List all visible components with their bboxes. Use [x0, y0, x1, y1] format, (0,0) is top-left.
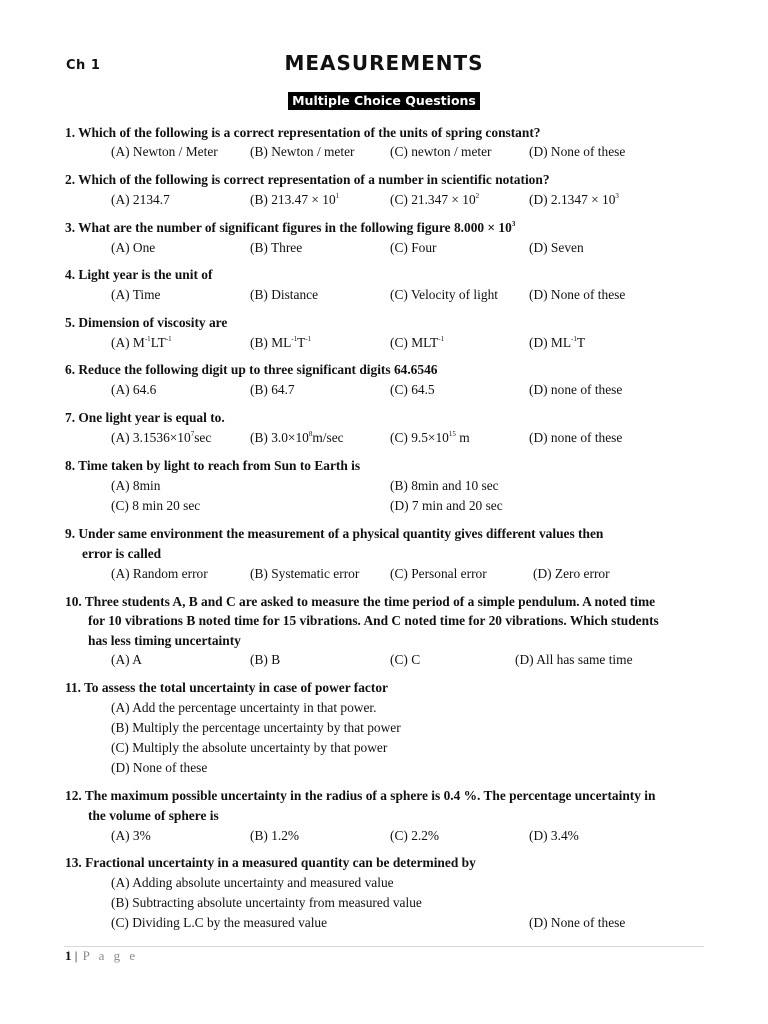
page-label: P a g e — [82, 948, 139, 963]
q11-option-b: (B) Multiply the percentage uncertainty by that power — [111, 720, 401, 735]
q2-option-b: (B) $213.47 \times 10^1$ — [250, 192, 340, 207]
q11-option-c: (C) Multiply the absolute uncertainty by that power — [111, 740, 388, 755]
page-title: MEASUREMENTS — [284, 51, 484, 75]
q13-option-c: (C) Dividing L.C by the measured value — [111, 915, 328, 930]
q3-option-d: (D) Seven — [529, 240, 584, 255]
q10-option-d: (D) All has same time — [515, 652, 633, 667]
q6-option-b: (B) 64.7 — [250, 382, 295, 397]
question-2: 2. Which of the following is correct representation of a number in scientific notation? — [65, 172, 550, 187]
q13-option-d: (D) None of these — [529, 915, 626, 930]
q6-option-a: (A) 64.6 — [111, 382, 157, 397]
q13-option-a: (A) Adding absolute uncertainty and measured value — [111, 875, 394, 890]
q4-option-d: (D) None of these — [529, 287, 626, 302]
question-3: 3. What are the number of significant figures in the following figure $8.000 \times 10^3$ — [65, 220, 516, 235]
q9-option-d: (D) Zero error — [533, 566, 610, 581]
question-9-cont: error is called — [82, 546, 162, 561]
q3-option-b: (B) Three — [250, 240, 303, 255]
question-13: 13. Fractional uncertainty in a measured quantity can be determined by — [65, 855, 476, 870]
question-7: 7. One light year is equal to. — [65, 410, 225, 425]
question-5: 5. Dimension of viscosity are — [65, 315, 228, 330]
question-10: 10. Three students A, B and C are asked to measure the time period of a simple pendulum. A noted time — [65, 594, 656, 609]
q7-option-b: (B) $3.0\times 10^8m/\sec$ — [250, 430, 344, 445]
q5-option-d: (D) $ML^{-1}T$ — [529, 335, 586, 350]
q3-option-c: (C) Four — [390, 240, 437, 255]
footer-divider — [64, 946, 704, 947]
question-4: 4. Light year is the unit of — [65, 267, 213, 282]
chapter-label: Ch 1 — [66, 58, 101, 73]
q4-option-b: (B) Distance — [250, 287, 319, 302]
page-footer — [65, 947, 138, 965]
q6-option-c: (C) 64.5 — [390, 382, 435, 397]
section-heading-wrap — [0, 92, 768, 110]
question-10-cont: for 10 vibrations B noted time for 15 vibrations. And C noted time for 20 vibrations. Which students — [88, 613, 659, 628]
q2-option-c: (C) $21.347 \times 10^2$ — [390, 192, 480, 207]
q12-option-d: (D) 3.4% — [529, 828, 579, 843]
question-6: 6. Reduce the following digit up to three significant digits 64.6546 — [65, 362, 438, 377]
q1-option-b: (B) Newton / meter — [250, 144, 355, 159]
q3-option-a: (A) One — [111, 240, 156, 255]
q11-option-a: (A) Add the percentage uncertainty in that power. — [111, 700, 377, 715]
question-11: 11. To assess the total uncertainty in case of power factor — [65, 680, 388, 695]
question-9: 9. Under same environment the measurement of a physical quantity gives different values then — [65, 526, 604, 541]
question-10-cont2: has less timing uncertainty — [88, 633, 241, 648]
q8-option-c: (C) 8 min 20 sec — [111, 498, 201, 513]
q1-option-c: (C) newton / meter — [390, 144, 492, 159]
question-12: 12. The maximum possible uncertainty in the radius of a sphere is 0.4 %. The percentage uncertainty in — [65, 788, 656, 803]
q5-option-b: (B) $ML^{-1}T^{-1}$ — [250, 335, 312, 350]
q8-option-d: (D) 7 min and 20 sec — [390, 498, 503, 513]
q9-option-b: (B) Systematic error — [250, 566, 360, 581]
question-8: 8. Time taken by light to reach from Sun to Earth is — [65, 458, 361, 473]
q2-option-a: (A) 2134.7 — [111, 192, 170, 207]
question-12-cont: the volume of sphere is — [88, 808, 219, 823]
q7-option-a: (A) $3.1536\times 10^7\sec$ — [111, 430, 212, 445]
q12-option-a: (A) 3% — [111, 828, 151, 843]
q11-option-d: (D) None of these — [111, 760, 208, 775]
q8-option-a: (A) 8min — [111, 478, 161, 493]
q10-option-b: (B) B — [250, 652, 281, 667]
q13-option-b: (B) Subtracting absolute uncertainty from measured value — [111, 895, 422, 910]
q8-option-b: (B) 8min and 10 sec — [390, 478, 499, 493]
q4-option-a: (A) Time — [111, 287, 161, 302]
q4-option-c: (C) Velocity of light — [390, 287, 498, 302]
q12-option-c: (C) 2.2% — [390, 828, 440, 843]
q10-option-c: (C) C — [390, 652, 421, 667]
section-heading: Multiple Choice Questions — [288, 92, 480, 110]
page-number: 1 — [65, 948, 72, 963]
q9-option-a: (A) Random error — [111, 566, 208, 581]
q1-option-d: (D) None of these — [529, 144, 626, 159]
question-1: 1. Which of the following is a correct representation of the units of spring constant? — [65, 125, 541, 140]
q2-option-d: (D) $2.1347 \times 10^3$ — [529, 192, 619, 207]
q5-option-a: (A) $M^{-1}LT^{-1}$ — [111, 335, 172, 350]
q1-option-a: (A) Newton / Meter — [111, 144, 218, 159]
q7-option-c: (C) $9.5\times 10^{15}$ m — [390, 430, 470, 445]
q10-option-a: (A) A — [111, 652, 142, 667]
footer-separator: | — [74, 948, 78, 963]
q9-option-c: (C) Personal error — [390, 566, 487, 581]
q7-option-d: (D) none of these — [529, 430, 623, 445]
q5-option-c: (C) $MLT^{-1}$ — [390, 335, 445, 350]
q6-option-d: (D) none of these — [529, 382, 623, 397]
q12-option-b: (B) 1.2% — [250, 828, 300, 843]
